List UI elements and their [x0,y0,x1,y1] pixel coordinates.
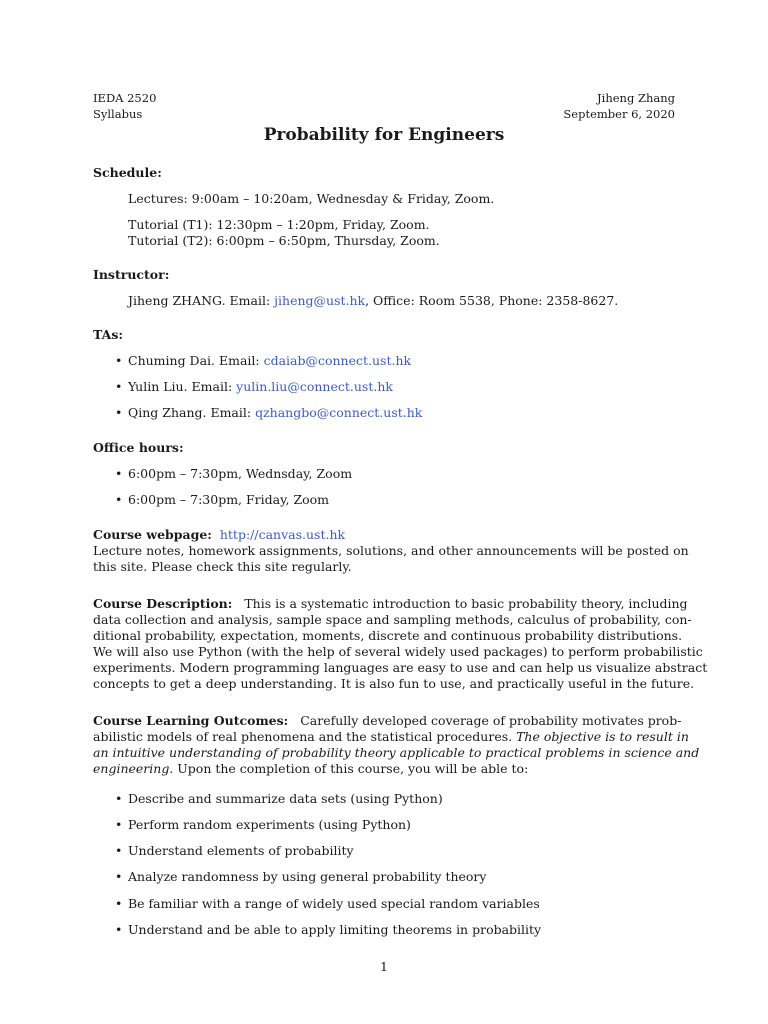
instructor-details: , Office: Room 5538, Phone: 2358-8627. [365,293,619,308]
bullet-icon: • [115,791,123,806]
instructor-email-link[interactable]: jiheng@ust.hk [274,293,366,308]
schedule-tutorial-t1: Tutorial (T1): 12:30pm – 1:20pm, Friday, Zoom. [128,217,430,232]
doc-type: Syllabus [93,107,143,121]
bullet-icon: • [115,869,123,884]
bullet-icon: • [115,843,123,858]
tas-heading: TAs: [93,327,123,342]
date: September 6, 2020 [563,107,675,121]
ta-name: Chuming Dai. Email: [128,353,264,368]
instructor-name: Jiheng ZHANG. Email: [128,293,275,308]
ta-email-link[interactable]: cdaiab@connect.ust.hk [263,353,412,368]
office-hours-heading: Office hours: [93,440,184,455]
bullet-icon: • [115,817,123,832]
instructor-line [128,293,618,309]
bullet-icon: • [115,379,123,394]
schedule-lectures: Lectures: 9:00am – 10:20am, Wednesday & Friday, Zoom. [128,191,495,206]
ta-email-link[interactable]: yulin.liu@connect.ust.hk [236,379,393,394]
outcomes-heading: Course Learning Outcomes: [93,713,289,728]
instructor-heading: Instructor: [93,267,170,282]
webpage-link[interactable]: http://canvas.ust.hk [219,527,346,542]
bullet-icon: • [115,466,123,481]
bullet-icon: • [115,353,123,368]
webpage-heading: Course webpage: [93,527,212,542]
schedule-tutorial-t2: Tutorial (T2): 6:00pm – 6:50pm, Thursday, Zoom. [128,233,440,248]
outcomes-first-line: Course Learning Outcomes: Carefully developed coverage of probability motivates prob- [93,713,682,728]
webpage-text-line: Lecture notes, homework assignments, solutions, and other announcements will be posted on [93,543,689,558]
outcomes-line: engineering. Upon the completion of this course, you will be able to: [93,761,529,776]
syllabus-page: IEDA 2520 Syllabus Jiheng Zhang September 6, 2020 Probability for Engineers Schedule: Lectures: 9:00am – 10:20am, Wednesday & Friday, Zoom. Tutorial (T1): 12:30pm – 1:20pm, Friday, Zoom. Tutorial (T2): 6:00pm – 6:50pm, Thursday, Zoom. Instructor: Jiheng ZHANG. Email: jiheng@ust.hk, Office: Room 5538, Phone: 2358-8627. TAs: • Chuming Dai. Email: cdaiab@connect.ust.hk • Yulin Liu. Email: yulin.liu@connect.ust.hk • Qing Zhang. Email: qzhangbo@connect.ust.hk Office hours: • 6:00pm – 7:30pm, Wednsday, Zoom • 6:00pm – 7:30pm, Friday, Zoom Course webpage: http://canvas.ust.hk Lecture notes, homework assignments, solutions, and other announcements will be posted on this site. Please check this site regularly. Course Description: This is a systematic introduction to basic probability theory, including data collection and analysis, sample space and sampling methods, calculus of probability, con- ditional probability, expectation, moments, discrete and continuous probability distributions. We will also use Python (with the help of several widely used packages) to perform probabilistic experiments. Modern programming languages are easy to use and can help us visualize abstract concepts to get a deep understanding. It is also fun to use, and practically useful in the future. Course Learning Outcomes: Carefully developed coverage of probability motivates prob- abilistic models of real phenomena and the statistical procedures. The objective is to result in an intuitive understanding of probability theory applicable to practical problems in science and engineering. Upon the completion of this course, you will be able to: • Describe and summarize data sets (using Python) • Perform random experiments (using Python) • Understand elements of probability • Analyze randomness by using general probability theory • Be familiar with a range of widely used special random variables • Understand and be able to apply limiting theorems in probability 1 [0,0,768,1024]
bullet-icon: • [115,405,123,420]
outcomes-line: an intuitive understanding of probability theory applicable to practical problems in science and [93,745,700,760]
description-line: concepts to get a deep understanding. It is also fun to use, and practically useful in the future. [93,676,695,691]
description-first-line: Course Description: This is a systematic introduction to basic probability theory, including [93,596,688,611]
course-code: IEDA 2520 [93,91,157,105]
ta-name: Yulin Liu. Email: [128,379,237,394]
outcomes-line: abilistic models of real phenomena and the statistical procedures. The objective is to result in [93,729,689,744]
author: Jiheng Zhang [597,91,675,105]
description-heading: Course Description: [93,596,233,611]
webpage-text-line: this site. Please check this site regularly. [93,559,352,574]
page-number: 1 [380,959,388,974]
description-line: data collection and analysis, sample space and sampling methods, calculus of probability, con- [93,612,692,627]
bullet-icon: • [115,492,123,507]
bullet-icon: • [115,896,123,911]
page-title: Probability for Engineers [263,125,505,145]
bullet-icon: • [115,922,123,937]
webpage-line [93,527,345,543]
schedule-heading: Schedule: [93,165,162,180]
ta-email-link[interactable]: qzhangbo@connect.ust.hk [255,405,423,420]
description-line: ditional probability, expectation, moments, discrete and continuous probability distributions. [93,628,683,643]
description-line: experiments. Modern programming languages are easy to use and can help us visualize abstract [93,660,708,675]
ta-name: Qing Zhang. Email: [128,405,256,420]
description-line: We will also use Python (with the help of several widely used packages) to perform probabilistic [93,644,703,659]
